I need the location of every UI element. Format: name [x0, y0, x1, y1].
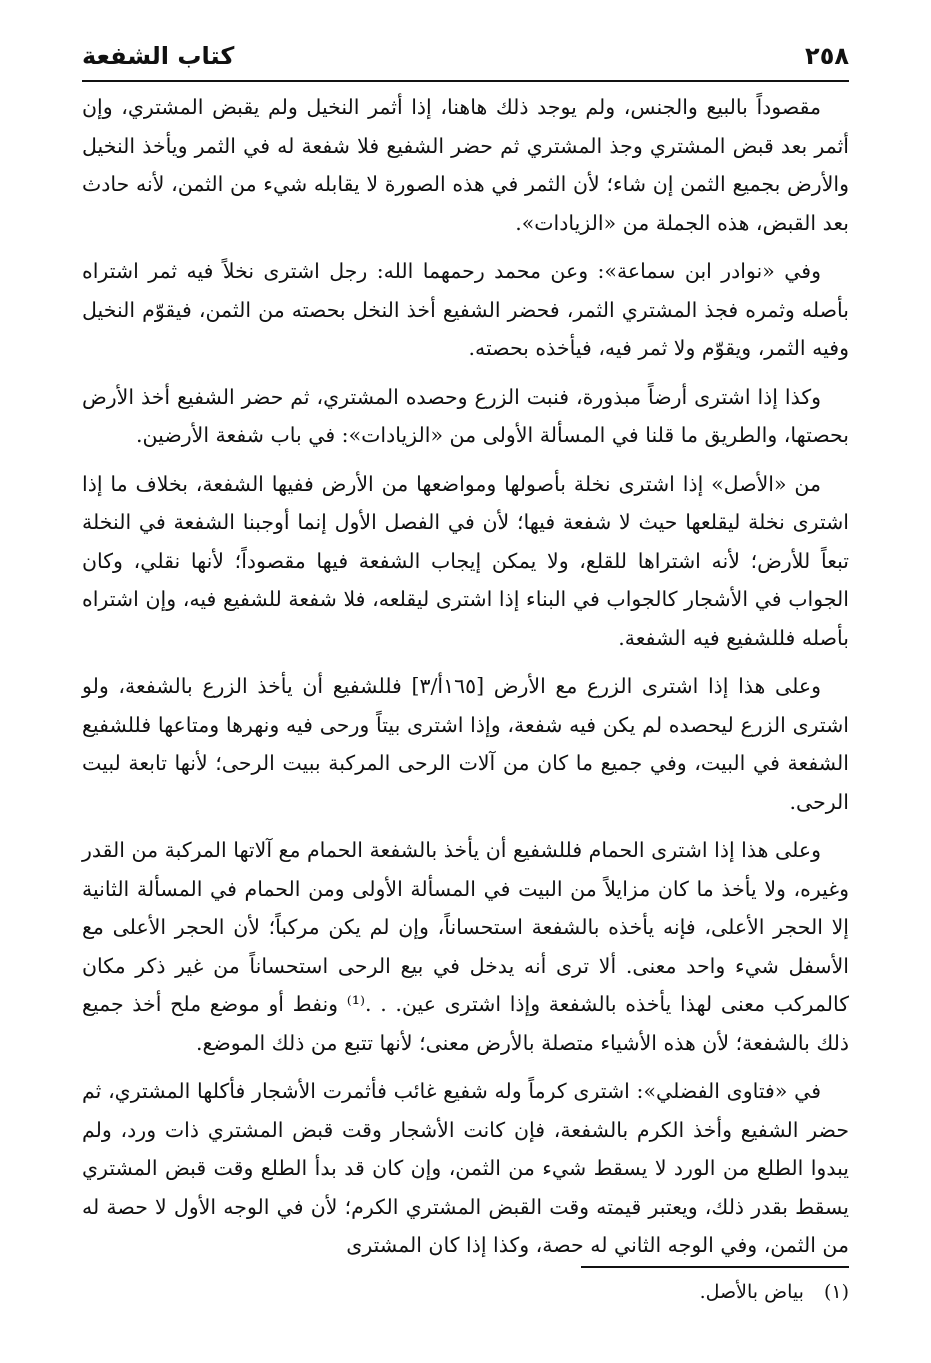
- footnote: [700, 1278, 849, 1306]
- body-text: [82, 88, 849, 1275]
- paragraph: وعلى هذا إذا اشترى الحمام فللشفيع أن يأخذ بالشفعة الحمام مع آلاتها المركبة من القدر وغيره، ولا يأخذ ما كان مزايلاً من البيت في المسألة الأولى ومن الحمام في المسألة الثانية إلا الحجر الأعلى، فإنه يأخذه بالشفعة استحساناً، وإن لم يكن مركباً؛ لأن الحجر الأعلى مع الأسفل شيء واحد معنى. ألا ترى أنه يدخل في بيع الرحى استحساناً من غير ذكر مكان كالمركب معنى لهذا يأخذه بالشفعة وإذا اشترى عين. . .⁽¹⁾ ونفط أو موضع ملح أخذ جميع ذلك بالشفعة؛ لأن هذه الأشياء متصلة بالأرض معنى؛ لأنها تتبع من ذلك الموضع.: [82, 838, 849, 1055]
- footnote-rule: [581, 1266, 849, 1268]
- paragraph: من «الأصل» إذا اشترى نخلة بأصولها ومواضعها من الأرض ففيها الشفعة، بخلاف ما إذا اشترى نخلة ليقلعها حيث لا شفعة فيها؛ لأن في الفصل الأول إنما أوجبنا الشفعة في النخلة تبعاً للأرض؛ لأنه اشتراها للقلع، ولا يمكن إيجاب الشفعة فيها مقصوداً؛ لأنها نقلي، وكان الجواب في الأشجار كالجواب في البناء إذا اشترى ليقلعه، فلا شفعة للشفيع فيه، وإن اشتراه بأصله فللشفيع فيه الشفعة.: [82, 471, 849, 650]
- page-number: ٢٥٨: [805, 42, 849, 70]
- paragraph: في «فتاوى الفضلي»: اشترى كرماً وله شفيع غائب فأثمرت الأشجار فأكلها المشتري، ثم حضر الشفيع وأخذ الكرم بالشفعة، فإن كانت الأشجار وقت قبض المشتري ذات ورد، ولم يبدوا الطلع من الورد لا يسقط شيء من الثمن، وإن كان قد بدأ الطلع وقت قبض المشتري يسقط بقدر ذلك، ويعتبر قيمته وقت القبض المشتري الكرم؛ لأن في الوجه الأول لا حصة له من الثمن، وفي الوجه الثاني له حصة، وكذا إذا كان المشترى: [82, 1079, 849, 1257]
- header-rule: [82, 80, 849, 82]
- paragraph: وكذا إذا اشترى أرضاً مبذورة، فنبت الزرع وحصده المشتري، ثم حضر الشفيع أخذ الأرض بحصتها، والطريق ما قلنا في المسألة الأولى من «الزيادات»: في باب شفعة الأرضين.: [82, 384, 849, 447]
- book-title: كتاب الشفعة: [82, 42, 235, 70]
- running-header: [82, 30, 849, 70]
- paragraph: وفي «نوادر ابن سماعة»: وعن محمد رحمهما الله: رجل اشترى نخلاً فيه ثمر اشتراه بأصله وثمره فجذ المشتري الثمر، فحضر الشفيع أخذ النخل بحصته من الثمن، فيقوّم النخيل وفيه الثمر، ويقوّم ولا ثمر فيه، فيأخذه بحصته.: [82, 259, 849, 360]
- footnote-text: بياض بالأصل.: [699, 1281, 804, 1303]
- paragraph: مقصوداً بالبيع والجنس، ولم يوجد ذلك هاهنا، إذا أثمر النخيل ولم يقبض المشتري، وإن أثمر بعد قبض المشتري وجذ المشتري ثم حضر الشفيع فلا شفعة له في الثمر ويأخذ النخيل والأرض بجميع الثمن إن شاء؛ لأن الثمر في هذه الصورة لا يقابله شيء من الثمن، لأنه حادث بعد القبض، هذه الجملة من «الزيادات».: [82, 95, 849, 235]
- paragraph: وعلى هذا إذا اشترى الزرع مع الأرض [١٦٥أ/٣] فللشفيع أن يأخذ الزرع بالشفعة، ولو اشترى الزرع ليحصده لم يكن فيه شفعة، وإذا اشترى بيتاً ورحى فيه ونهرها ومتاعها فللشفيع الشفعة في البيت، وفي جميع ما كان من آلات الرحى المركبة ببيت الرحى؛ لأنها تابعة لبيت الرحى.: [82, 674, 849, 814]
- footnote-number: (١): [823, 1281, 849, 1303]
